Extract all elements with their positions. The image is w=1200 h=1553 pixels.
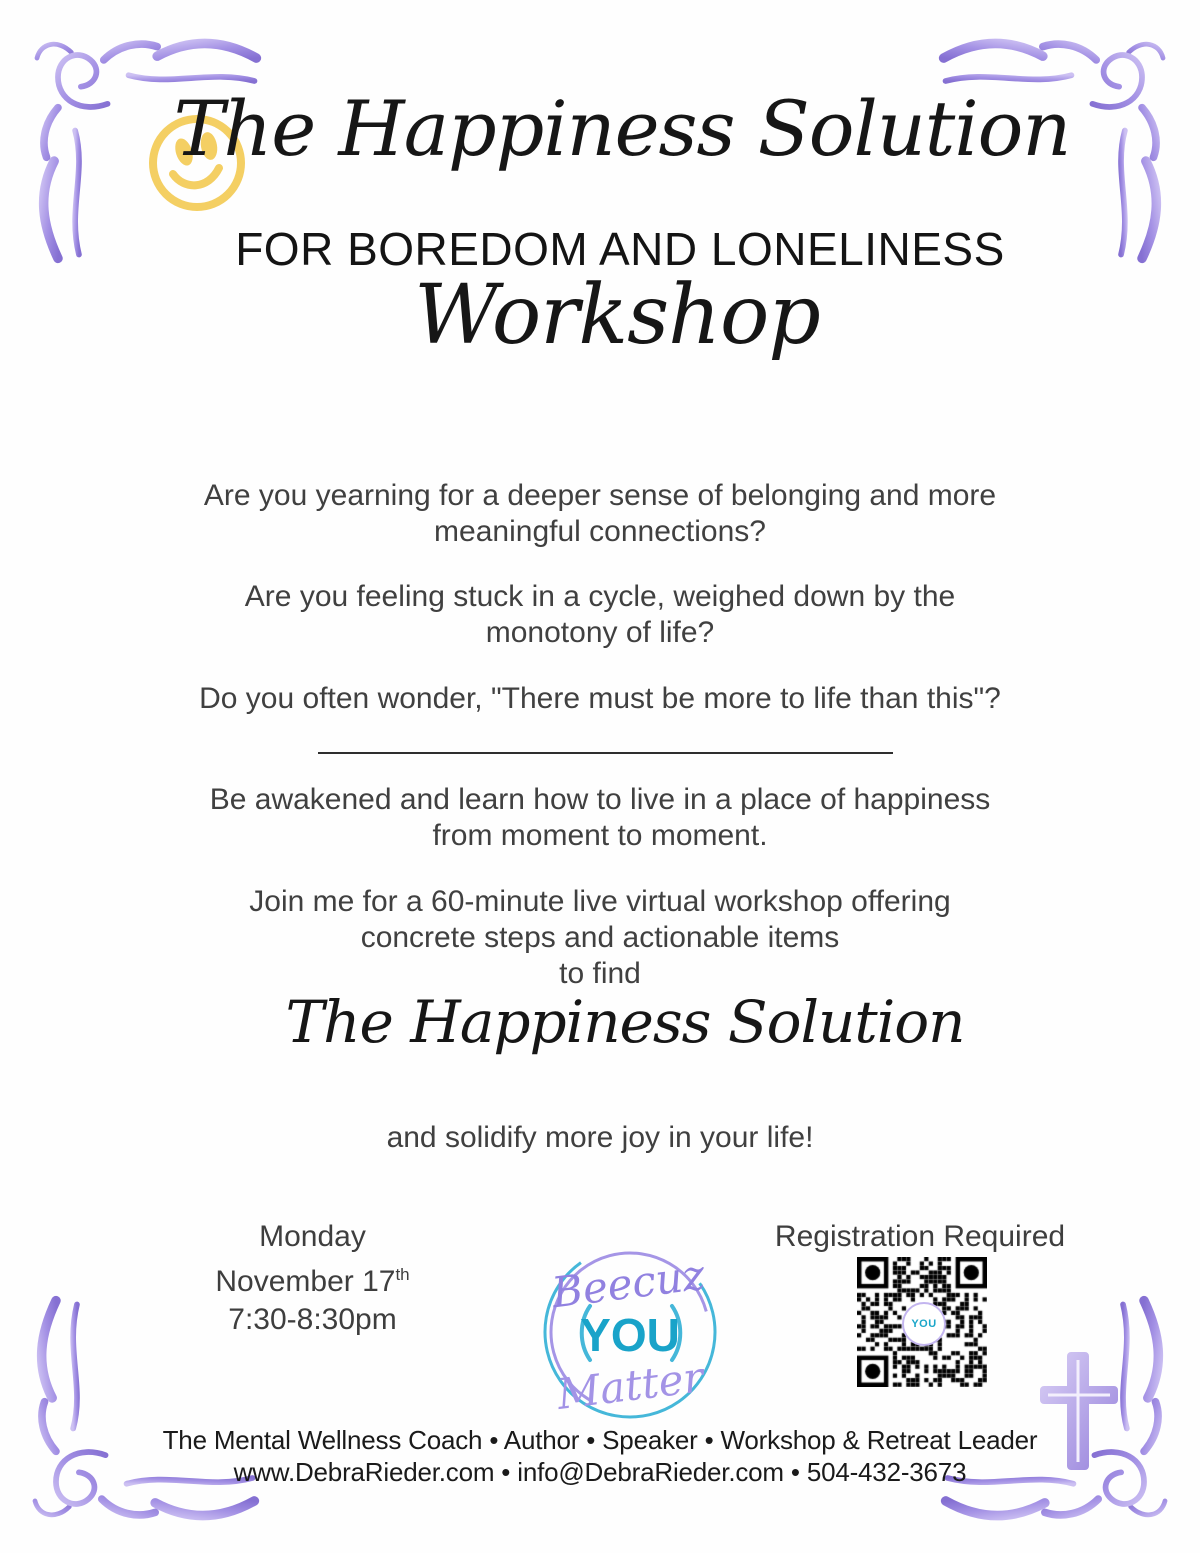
logo-word-you: YOU xyxy=(580,1309,680,1361)
footer-contact-line: www.DebraRieder.com • info@DebraRieder.com • 504-432-3673 xyxy=(233,1457,967,1487)
tagline: and solidify more joy in your life! xyxy=(386,1121,814,1154)
script-title-repeat: The Happiness Solution xyxy=(285,988,965,1056)
event-schedule xyxy=(165,1218,460,1339)
registration-required-label: Registration Required xyxy=(774,1220,1066,1253)
logo-word-matter: Matter xyxy=(554,1352,707,1419)
beecuz-you-matter-logo xyxy=(532,1234,728,1430)
event-date-text: November 17 xyxy=(215,1265,396,1298)
text-line: concrete steps and actionable items xyxy=(360,921,840,954)
text-line: Are you feeling stuck in a cycle, weighed down by the xyxy=(244,580,956,613)
qr-center-logo: YOU xyxy=(902,1302,946,1346)
pitch-paragraph-1 xyxy=(0,782,1200,854)
pitch-paragraph-2 xyxy=(0,884,1200,992)
workshop-heading: Workshop xyxy=(414,268,820,363)
intro-question-3 xyxy=(0,681,1200,717)
footer-roles-line: The Mental Wellness Coach • Author • Speaker • Workshop & Retreat Leader xyxy=(162,1425,1038,1455)
page-title: The Happiness Solution xyxy=(173,84,1071,173)
page-subtitle: FOR BOREDOM AND LONELINESS xyxy=(235,223,1005,275)
text-line: to find xyxy=(559,957,641,990)
event-time: 7:30-8:30pm xyxy=(228,1303,397,1336)
footer xyxy=(0,1424,1200,1488)
event-day: Monday xyxy=(259,1220,366,1253)
text-line: monotony of life? xyxy=(485,616,715,649)
text-line: from moment to moment. xyxy=(432,819,768,852)
logo-word-beecuz: Beecuz xyxy=(549,1249,708,1318)
event-date-suffix: th xyxy=(395,1265,410,1284)
text-line: Do you often wonder, "There must be more to life than this"? xyxy=(199,682,1001,715)
intro-question-2 xyxy=(0,579,1200,651)
text-line: Be awakened and learn how to live in a place of happiness xyxy=(209,783,991,816)
text-line: Join me for a 60-minute live virtual workshop offering xyxy=(249,885,951,918)
text-line: Are you yearning for a deeper sense of belonging and more xyxy=(203,479,997,512)
event-date xyxy=(165,1256,460,1301)
registration-qr-code xyxy=(857,1257,987,1387)
text-line: meaningful connections? xyxy=(434,515,766,548)
intro-question-1 xyxy=(0,478,1200,550)
section-divider xyxy=(318,752,893,754)
